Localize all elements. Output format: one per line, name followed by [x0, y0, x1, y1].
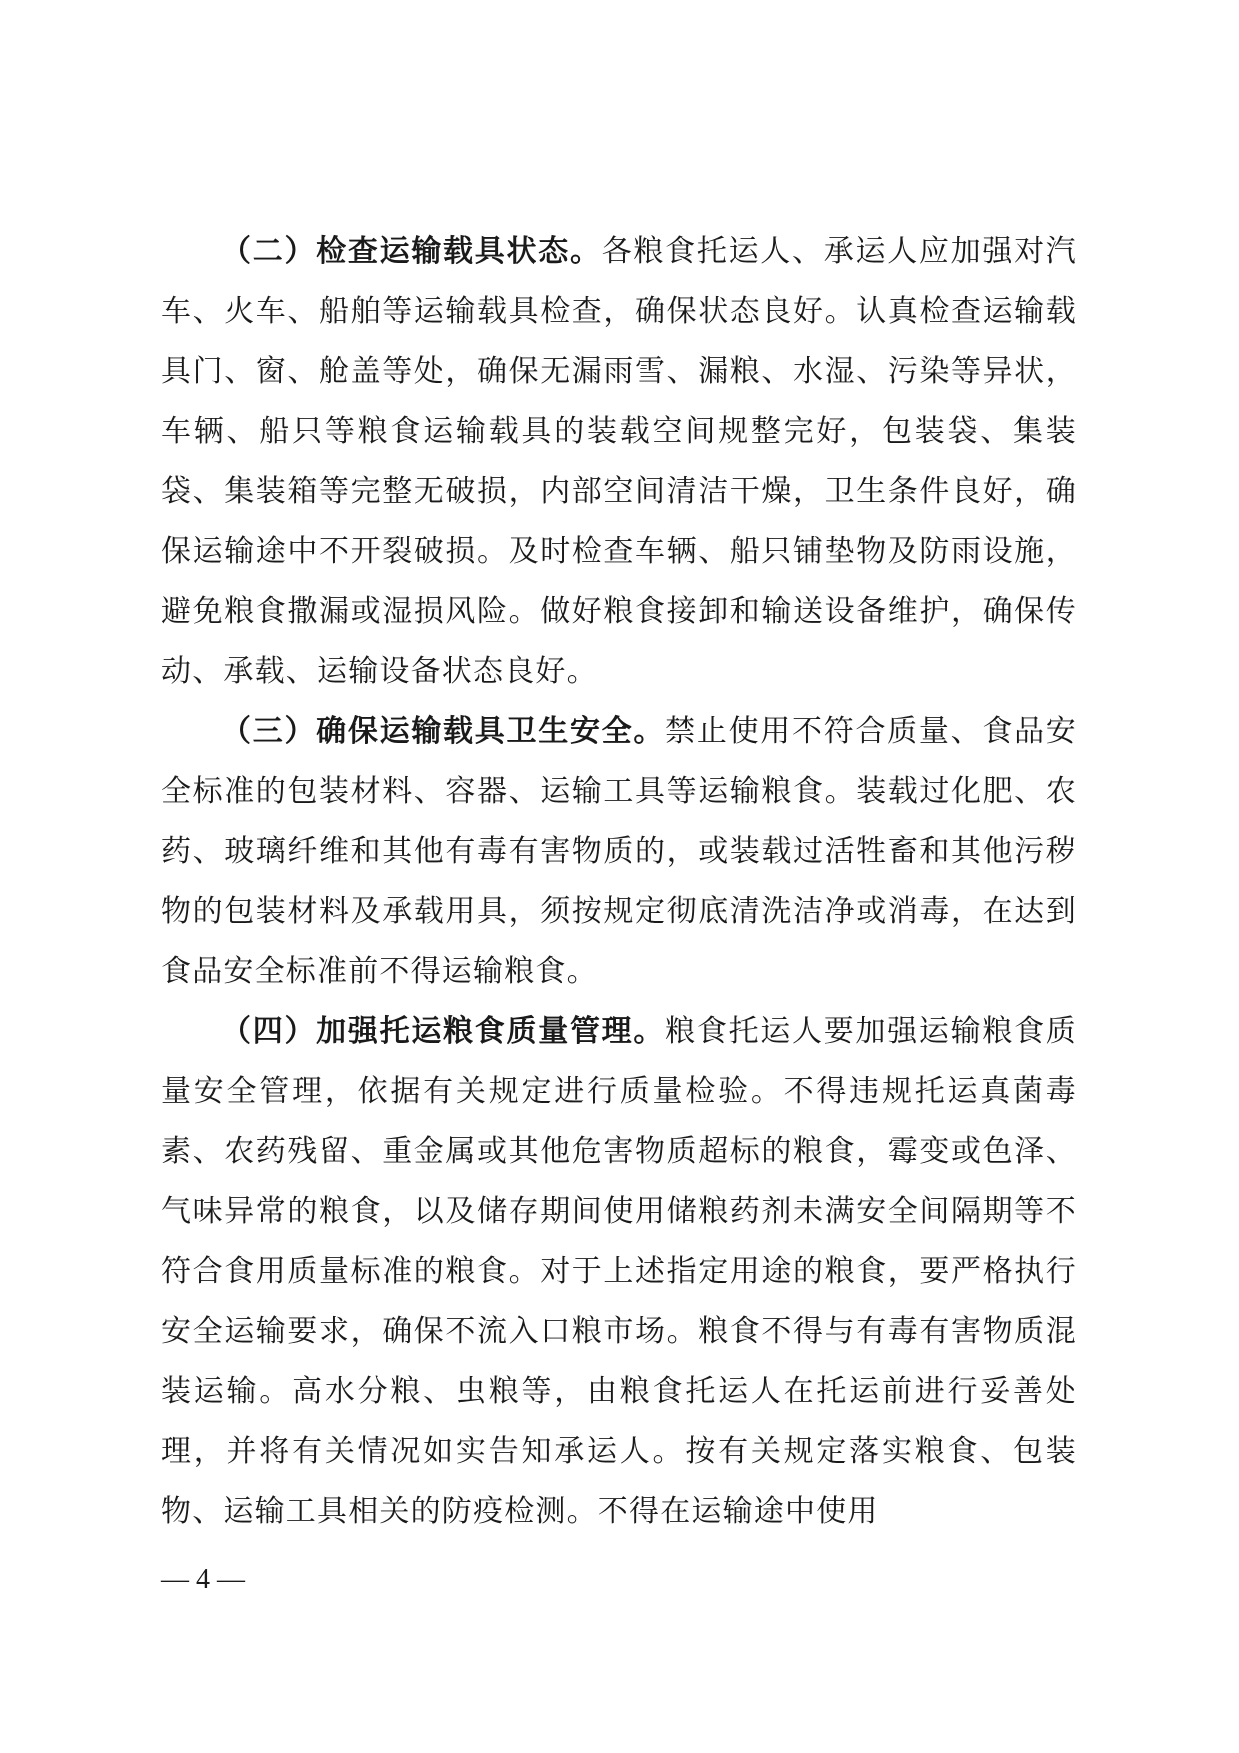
- paragraph-grain-quality: [161, 1002, 1077, 1542]
- paragraph-inspect-vehicles: [161, 222, 1077, 702]
- paragraph-text: 禁止使用不符合质量、食品安全标准的包装材料、容器、运输工具等运输粮食。装载过化肥、农药、玻璃纤维和其他有毒有害物质的，或装载过活牲畜和其他污秽物的包装材料及承载用具，须按规定彻底清洗洁净或消毒，在达到食品安全标准前不得运输粮食。: [161, 714, 1077, 989]
- paragraph-heading: （四）加强托运粮食质量管理。: [221, 1014, 666, 1049]
- paragraph-vehicle-hygiene: [161, 702, 1077, 1002]
- paragraph-heading: （三）确保运输载具卫生安全。: [221, 714, 666, 749]
- document-body: [161, 222, 1077, 1542]
- paragraph-heading: （二）检查运输载具状态。: [221, 234, 602, 269]
- page-number: — 4 —: [161, 1564, 245, 1595]
- paragraph-text: 各粮食托运人、承运人应加强对汽车、火车、船舶等运输载具检查，确保状态良好。认真检查运输载具门、窗、舱盖等处，确保无漏雨雪、漏粮、水湿、污染等异状，车辆、船只等粮食运输载具的装载空间规整完好，包装袋、集装袋、集装箱等完整无破损，内部空间清洁干燥，卫生条件良好，确保运输途中不开裂破损。及时检查车辆、船只铺垫物及防雨设施，避免粮食撒漏或湿损风险。做好粮食接卸和输送设备维护，确保传动、承载、运输设备状态良好。: [161, 234, 1078, 689]
- paragraph-text: 粮食托运人要加强运输粮食质量安全管理，依据有关规定进行质量检验。不得违规托运真菌毒素、农药残留、重金属或其他危害物质超标的粮食，霉变或色泽、气味异常的粮食，以及储存期间使用储粮药剂未满安全间隔期等不符合食用质量标准的粮食。对于上述指定用途的粮食，要严格执行安全运输要求，确保不流入口粮市场。粮食不得与有毒有害物质混装运输。高水分粮、虫粮等，由粮食托运人在托运前进行妥善处理，并将有关情况如实告知承运人。按有关规定落实粮食、包装物、运输工具相关的防疫检测。不得在运输途中使用: [161, 1014, 1077, 1529]
